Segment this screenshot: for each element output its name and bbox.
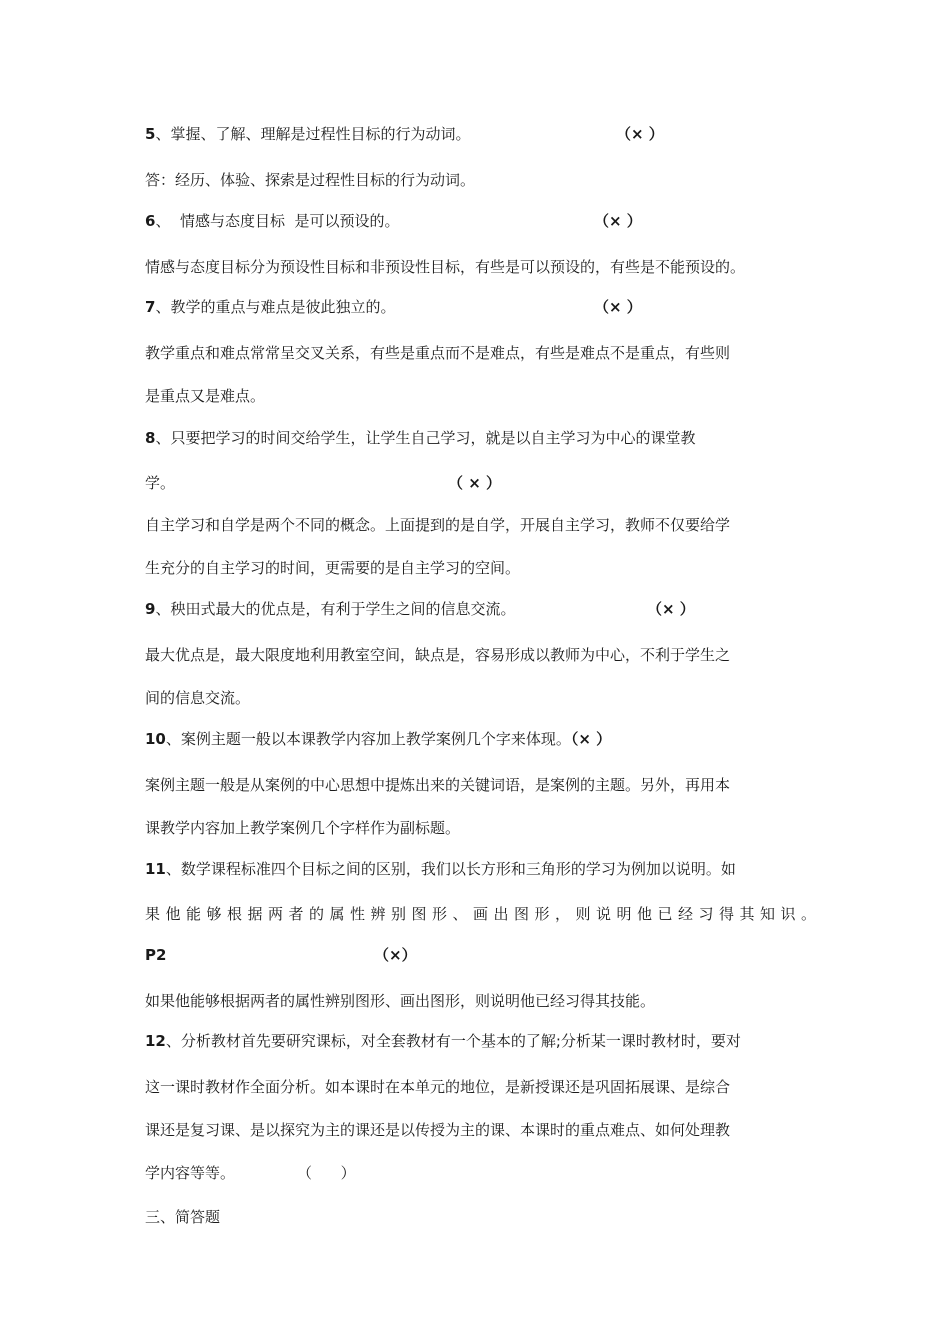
question-text-line: 课还是复习课、是以探究为主的课还是以传授为主的课、本课时的重点难点、如何处理教: [145, 1121, 731, 1139]
explanation-line: 案例主题一般是从案例的中心思想中提炼出来的关键词语，是案例的主题。另外，再用本: [145, 776, 731, 794]
answer-mark: （× ）: [647, 600, 695, 618]
explanation: 答：经历、体验、探索是过程性目标的行为动词。: [145, 171, 476, 189]
question-number: 6: [145, 212, 156, 230]
question-12: [145, 1031, 741, 1051]
explanation-line: 教学重点和难点常常呈交叉关系，有些是重点而不是难点，有些是难点不是重点，有些则: [145, 344, 731, 362]
question-text: 、教学的重点与难点是彼此独立的。: [155, 298, 396, 316]
question-7: [145, 297, 395, 317]
question-9: [145, 599, 515, 619]
question-text: 、 情感与态度目标 是可以预设的。: [155, 212, 400, 230]
section-heading: 三、简答题: [145, 1208, 221, 1226]
question-text: 、掌握、了解、理解是过程性目标的行为动词。: [155, 125, 471, 143]
answer-mark: （× ）: [616, 125, 664, 143]
explanation-line: 最大优点是，最大限度地利用教室空间，缺点是，容易形成以教师为中心，不利于学生之: [145, 646, 731, 664]
question-6: [145, 211, 400, 231]
question-text: 、秧田式最大的优点是，有利于学生之间的信息交流。: [155, 600, 516, 618]
question-5: [145, 124, 470, 144]
explanation: 情感与态度目标分为预设性目标和非预设性目标，有些是可以预设的，有些是不能预设的。: [145, 258, 746, 276]
page-reference: P2: [145, 946, 167, 964]
explanation-line: 间的信息交流。: [145, 689, 251, 707]
answer-blank: （ ）: [297, 1164, 356, 1182]
answer-mark: （×）: [374, 946, 417, 964]
question-number: 10: [145, 730, 166, 748]
question-number: 5: [145, 125, 156, 143]
question-8: [145, 428, 695, 448]
question-text-line: 果他能够根据两者的属性辨别图形、画出图形，则说明他已经习得其知识。: [145, 905, 822, 923]
question-text-line: 这一课时教材作全面分析。如本课时在本单元的地位，是新授课还是巩固拓展课、是综合: [145, 1078, 731, 1096]
answer-mark: （× ）: [594, 298, 642, 316]
explanation-line: 生充分的自主学习的时间，更需要的是自主学习的空间。: [145, 559, 521, 577]
question-text-line: 学内容等等。: [145, 1164, 236, 1182]
explanation-line: 是重点又是难点。: [145, 387, 266, 405]
question-text: 、数学课程标准四个目标之间的区别，我们以长方形和三角形的学习为例加以说明。如: [165, 860, 736, 878]
question-text: 、只要把学习的时间交给学生，让学生自己学习，就是以自主学习为中心的课堂教: [155, 429, 696, 447]
explanation: 如果他能够根据两者的属性辨别图形、画出图形，则说明他已经习得其技能。: [145, 992, 656, 1010]
explanation-line: 课教学内容加上教学案例几个字样作为副标题。: [145, 819, 461, 837]
explanation-line: 自主学习和自学是两个不同的概念。上面提到的是自学，开展自主学习，教师不仅要给学: [145, 516, 731, 534]
answer-mark: （ × ）: [448, 474, 502, 492]
question-number: 7: [145, 298, 156, 316]
answer-mark: （× ）: [570, 730, 612, 748]
question-text: 、分析教材首先要研究课标，对全套教材有一个基本的了解;分析某一课时教材时，要对: [165, 1032, 741, 1050]
question-text: 、案例主题一般以本课教学内容加上教学案例几个字来体现。: [165, 730, 571, 748]
question-number: 9: [145, 600, 156, 618]
question-text-line: 学。: [145, 474, 176, 492]
question-number: 11: [145, 860, 166, 878]
question-10: [145, 729, 611, 749]
answer-mark: （× ）: [594, 212, 642, 230]
question-number: 8: [145, 429, 156, 447]
question-11: [145, 859, 736, 879]
question-number: 12: [145, 1032, 166, 1050]
